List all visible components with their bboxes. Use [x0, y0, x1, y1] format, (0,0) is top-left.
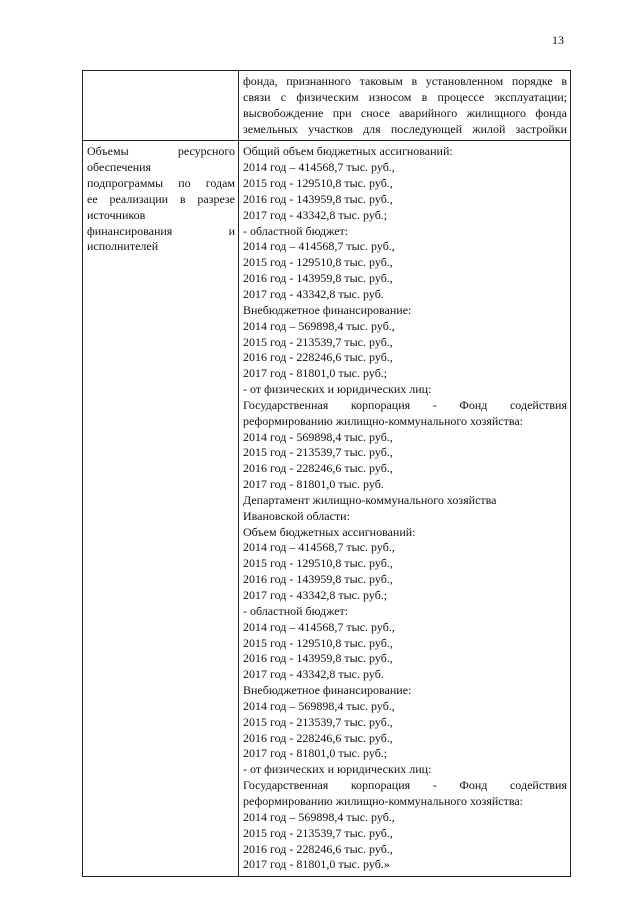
- funding-line: 2014 год – 569898,4 тыс. руб.,: [243, 318, 395, 333]
- label-line: ее реализации в разрезе: [87, 191, 235, 206]
- text-line: земельных участков для последующей жилой застройки: [243, 121, 567, 136]
- funding-line: Государственная корпорация - Фонд содействия: [243, 778, 567, 793]
- funding-line: - от физических и юридических лиц:: [243, 762, 432, 777]
- funding-line: 2016 год - 143959,8 тыс. руб.,: [243, 191, 393, 206]
- funding-line: 2015 год - 129510,8 тыс. руб.,: [243, 556, 393, 571]
- funding-line: Внебюджетное финансирование:: [243, 683, 412, 698]
- label-line: подпрограммы по годам: [87, 176, 235, 191]
- table-row-continuation: [83, 71, 571, 141]
- funding-line: 2016 год - 228246,6 тыс. руб.,: [243, 350, 393, 365]
- funding-lines: [243, 144, 567, 873]
- funding-line: - областной бюджет:: [243, 603, 349, 618]
- page-number: 13: [552, 33, 564, 47]
- label-line: исполнителей: [87, 239, 159, 254]
- funding-line: реформированию жилищно-коммунального хозяйства:: [243, 413, 524, 428]
- funding-line: 2015 год - 213539,7 тыс. руб.,: [243, 825, 393, 840]
- table-row-resources: [83, 141, 571, 877]
- funding-line: 2014 год – 414568,7 тыс. руб.,: [243, 239, 395, 254]
- funding-line: Департамент жилищно-коммунального хозяйства: [243, 492, 497, 507]
- funding-line: 2016 год - 143959,8 тыс. руб.,: [243, 572, 393, 587]
- funding-line: реформированию жилищно-коммунального хозяйства:: [243, 793, 524, 808]
- funding-line: 2014 год – 569898,4 тыс. руб.,: [243, 809, 395, 824]
- funding-line: 2015 год - 129510,8 тыс. руб.,: [243, 635, 393, 650]
- funding-line: 2017 год - 81801,0 тыс. руб.: [243, 477, 384, 492]
- label-line: источников: [87, 207, 146, 222]
- table-cell-right-continuation: [239, 71, 571, 141]
- table-cell-resources-label: [83, 141, 239, 877]
- funding-line: 2015 год - 213539,7 тыс. руб.,: [243, 445, 393, 460]
- funding-line: 2014 год – 414568,7 тыс. руб.,: [243, 619, 395, 634]
- text-line: фонда, признанного таковым в установленном порядке в: [243, 74, 567, 88]
- program-table: [82, 70, 571, 877]
- funding-line: 2017 год - 81801,0 тыс. руб.;: [243, 746, 388, 761]
- funding-line: 2017 год - 43342,8 тыс. руб.;: [243, 588, 388, 602]
- funding-line: 2017 год - 43342,8 тыс. руб.: [243, 286, 384, 301]
- funding-line: 2016 год - 228246,6 тыс. руб.,: [243, 841, 393, 856]
- text-line: высвобождение при сносе аварийного жилищного фонда: [243, 105, 567, 120]
- funding-line: 2014 год – 569898,4 тыс. руб.,: [243, 698, 395, 713]
- funding-line: 2015 год - 213539,7 тыс. руб.,: [243, 714, 393, 729]
- funding-line: 2016 год - 228246,6 тыс. руб.,: [243, 730, 393, 745]
- funding-line: 2015 год - 213539,7 тыс. руб.,: [243, 334, 393, 349]
- funding-line: - от физических и юридических лиц:: [243, 382, 432, 397]
- funding-line: 2015 год - 129510,8 тыс. руб.,: [243, 255, 393, 270]
- funding-line: 2017 год - 43342,8 тыс. руб.;: [243, 207, 388, 222]
- label-line: финансирования и: [87, 223, 235, 238]
- funding-line: Ивановской области:: [243, 508, 350, 523]
- table-cell-left-empty: [83, 71, 239, 141]
- funding-line: 2015 год - 129510,8 тыс. руб.,: [243, 176, 393, 191]
- funding-line: 2016 год - 143959,8 тыс. руб.,: [243, 271, 393, 286]
- funding-line: 2017 год - 81801,0 тыс. руб.;: [243, 366, 388, 381]
- funding-line: 2016 год - 228246,6 тыс. руб.,: [243, 461, 393, 476]
- funding-line: Внебюджетное финансирование:: [243, 302, 412, 317]
- funding-line: 2014 год – 414568,7 тыс. руб.,: [243, 160, 395, 175]
- funding-line: 2014 год - 569898,4 тыс. руб.,: [243, 429, 393, 444]
- label-line: Объемы ресурсного: [87, 144, 235, 159]
- table-cell-resources-values: [239, 141, 571, 877]
- funding-line: Объем бюджетных ассигнований:: [243, 524, 416, 539]
- funding-line: Общий объем бюджетных ассигнований:: [243, 144, 453, 159]
- funding-line: 2017 год - 81801,0 тыс. руб.»: [243, 857, 390, 872]
- funding-line: 2016 год - 143959,8 тыс. руб.,: [243, 651, 393, 666]
- funding-line: 2017 год - 43342,8 тыс. руб.: [243, 667, 384, 682]
- funding-line: 2014 год – 414568,7 тыс. руб.,: [243, 540, 395, 555]
- funding-line: Государственная корпорация - Фонд содействия: [243, 397, 567, 412]
- funding-line: - областной бюджет:: [243, 223, 349, 238]
- text-line: связи с физическим износом в процессе эксплуатации;: [243, 89, 567, 104]
- label-line: обеспечения: [87, 160, 152, 175]
